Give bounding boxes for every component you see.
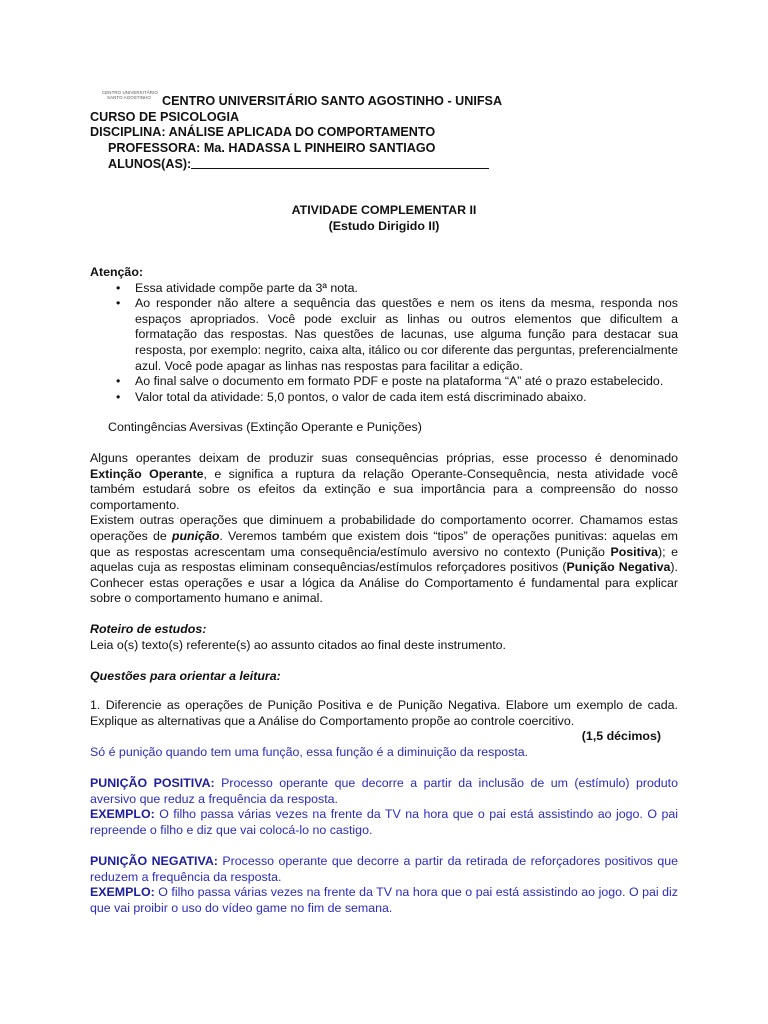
intro-p1-b: Extinção Operante xyxy=(90,466,204,481)
attention-list xyxy=(90,281,678,406)
positive-punishment-definition[interactable] xyxy=(90,776,678,807)
study-section xyxy=(90,622,678,653)
negative-example-label: EXEMPLO: xyxy=(90,885,155,900)
attention-item: • Ao responder não altere a sequência das questões e nem os itens da mesma, responda nos espaços apropriados. Você pode excluir as linhas ou outros elementos que dificultem a formatação das respostas. Nas questões de lacunas, use alguma função para destacar sua resposta, por exemplo: negrito, caixa alta, itálico ou cor diferente das perguntas, preferencialmente azul. Você pode apagar as linhas nas respostas para facilitar a edição. xyxy=(90,296,678,374)
section-subtitle xyxy=(90,420,678,436)
intro-paragraph-1 xyxy=(90,451,678,513)
negative-punishment-example[interactable] xyxy=(90,885,678,916)
intro-p1-c: , e significa a ruptura da relação Operante-Consequência, nesta atividade você também estudará sobre os efeitos da extinção e sua importância para a compreensão do nosso comportamento. xyxy=(90,466,678,512)
study-label: Roteiro de estudos: xyxy=(90,622,207,636)
attention-item: • Essa atividade compõe parte da 3ª nota. xyxy=(90,281,678,297)
answer-text[interactable]: Só é punição quando tem uma função, essa função é a diminuição da resposta. xyxy=(90,744,529,759)
attention-item: • Valor total da atividade: 5,0 pontos, o valor de cada item está discriminado abaixo. xyxy=(90,390,678,406)
title-line-1: ATIVIDADE COMPLEMENTAR II xyxy=(291,203,477,217)
questions-label: Questões para orientar a leitura: xyxy=(90,669,281,683)
intro-p2-c: . Veremos também que existem dois “tipos” de operações punitivas: aquelas em que as respostas acrescentam uma consequência/estímulo aversivo no contexto (Punição xyxy=(90,528,679,559)
negative-punishment-answer xyxy=(90,854,678,916)
intro-paragraph-2 xyxy=(90,513,678,607)
question-1 xyxy=(90,698,678,760)
intro-section xyxy=(90,451,678,607)
positive-example-label: EXEMPLO: xyxy=(90,807,155,822)
students-label: ALUNOS(AS): xyxy=(108,157,192,172)
positive-punishment-answer xyxy=(90,776,678,838)
question-1-text: 1. Diferencie as operações de Punição Positiva e de Punição Negativa. Elabore um exemplo de cada. Explique as alternativas que a Análise do Comportamento propõe ao controle coercitivo. xyxy=(90,698,678,728)
students-blank-line[interactable] xyxy=(191,156,489,169)
questions-heading xyxy=(90,669,678,685)
subtitle-text: Contingências Aversivas (Extinção Operante e Punições) xyxy=(108,420,422,434)
title-line-2: (Estudo Dirigido II) xyxy=(328,218,440,233)
positive-text: Processo operante que decorre a partir da inclusão de um (estímulo) produto aversivo que reduz a frequência da resposta. xyxy=(90,776,678,806)
intro-p2-e: ); e aquelas cuja as respostas eliminam consequências/estímulos reforçadores positivos ( xyxy=(90,544,678,575)
logo-line-1: CENTRO UNIVERSITÁRIO xyxy=(102,90,158,95)
positive-label: PUNIÇÃO POSITIVA: xyxy=(90,776,215,790)
study-text: Leia o(s) texto(s) referente(s) ao assunto citados ao final deste instrumento. xyxy=(90,637,506,652)
negative-text: Processo operante que decorre a partir da retirada de reforçadores positivos que reduzem a frequência da resposta. xyxy=(90,854,678,884)
question-1-points: (1,5 décimos) xyxy=(581,729,661,744)
positive-example-text: O filho passa várias vezes na frente da TV na hora que o pai está assistindo ao jogo. O pai repreende o filho e diz que vai colocá-lo no castigo. xyxy=(90,807,678,837)
discipline-name: DISCIPLINA: ANÁLISE APLICADA DO COMPORTAMENTO xyxy=(90,125,436,140)
attention-label: Atenção: xyxy=(90,265,144,279)
intro-p2-a: Existem outras operações que diminuem a probabilidade do comportamento ocorrer. Chamamos estas operações de xyxy=(90,513,678,543)
negative-label: PUNIÇÃO NEGATIVA: xyxy=(90,854,218,868)
intro-p2-g: ). Conhecer estas operações e usar a lógica da Análise do Comportamento é fundamental para explicar sobre o comportamento humano e animal. xyxy=(90,560,678,606)
document-title xyxy=(90,203,678,234)
positive-punishment-example[interactable] xyxy=(90,807,678,838)
negative-punishment-definition[interactable] xyxy=(90,854,678,885)
professor-name: PROFESSORA: Ma. HADASSA L PINHEIRO SANTIAGO xyxy=(108,140,436,155)
attention-section xyxy=(90,265,678,405)
intro-p2-d: Positiva xyxy=(610,544,658,559)
logo-line-2: SANTO AGOSTINHO xyxy=(107,95,151,100)
negative-example-text: O filho passa várias vezes na frente da TV na hora que o pai está assistindo ao jogo. O pai diz que vai proibir o uso do vídeo game no fim de semana. xyxy=(90,885,678,915)
intro-p1-a: Alguns operantes deixam de produzir suas consequências próprias, esse processo é denominado xyxy=(90,451,678,465)
course-name: CURSO DE PSICOLOGIA xyxy=(90,109,240,124)
students-field[interactable] xyxy=(90,156,502,173)
intro-p2-f: Punição Negativa xyxy=(566,560,671,575)
attention-item: • Ao final salve o documento em formato PDF e poste na plataforma “A” até o prazo estabelecido. xyxy=(90,374,678,390)
intro-p2-b: punição xyxy=(171,528,220,543)
document-header xyxy=(90,94,502,173)
institution-name: CENTRO UNIVERSITÁRIO SANTO AGOSTINHO - UNIFSA xyxy=(162,94,503,108)
